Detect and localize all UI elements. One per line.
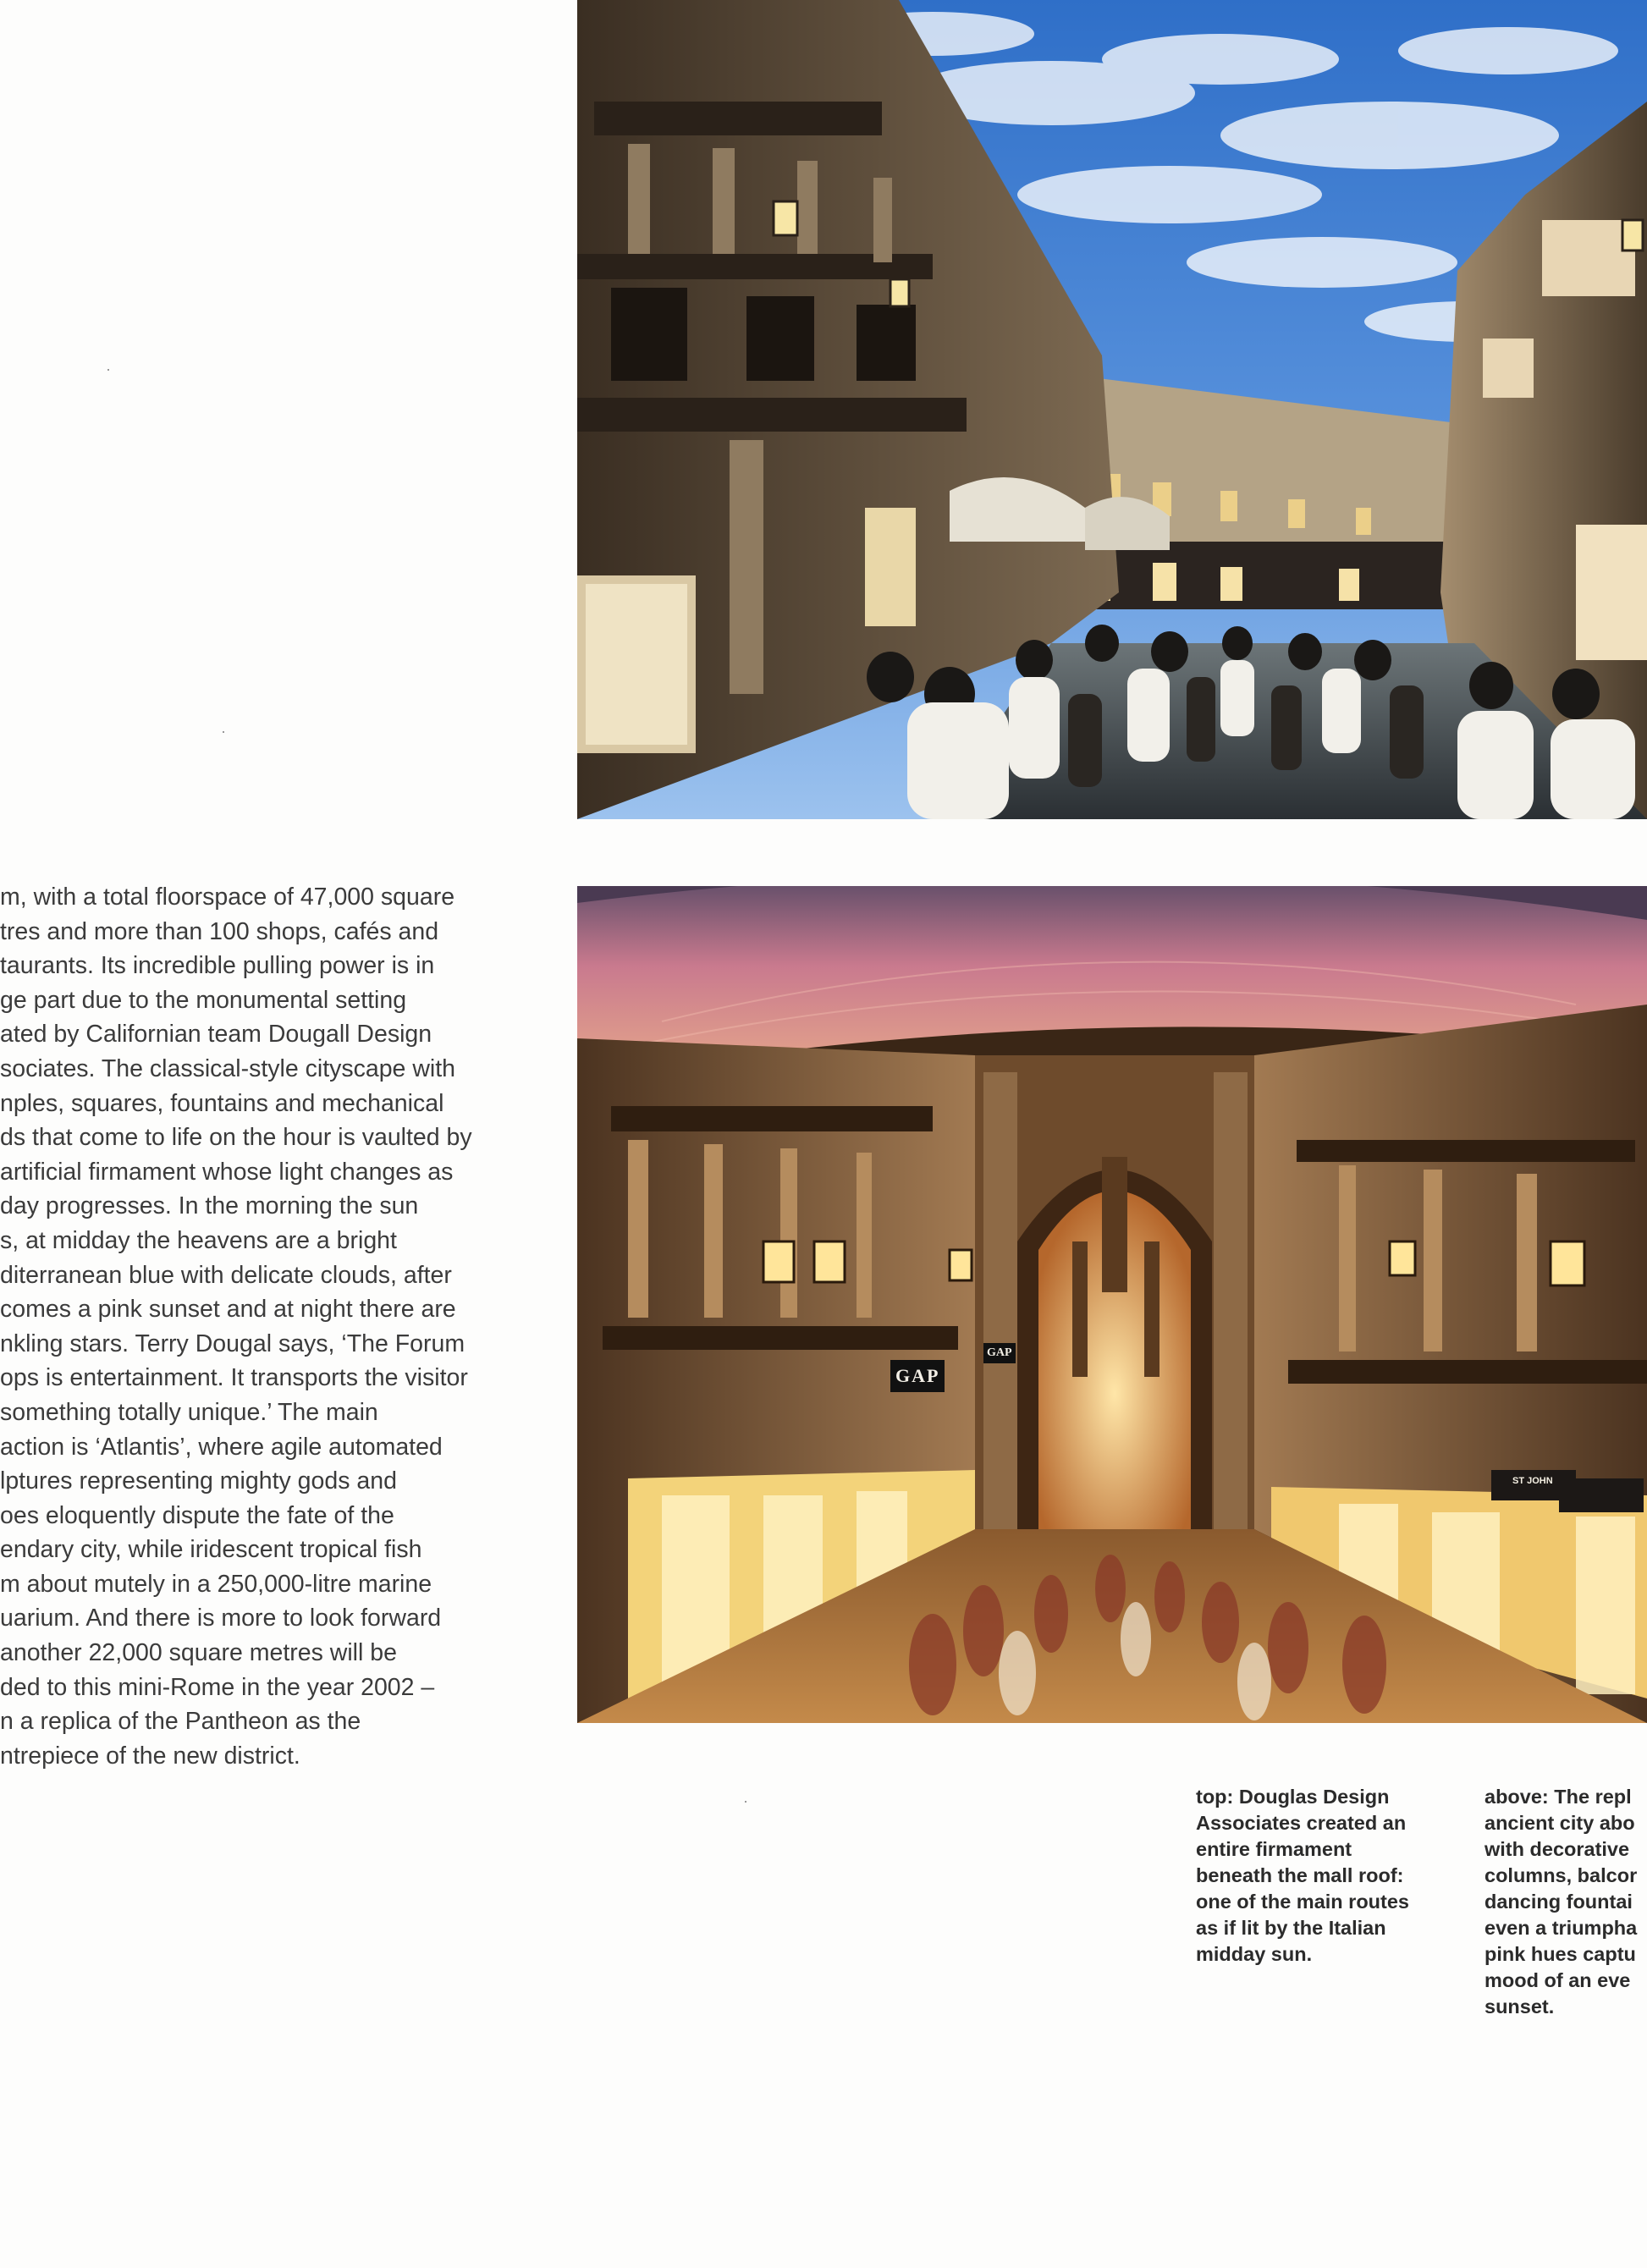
body-line: ntrepiece of the new district. [0, 1742, 300, 1770]
body-line: ated by Californian team Dougall Design [0, 1021, 432, 1049]
body-line: nkling stars. Terry Dougal says, ‘The Forum [0, 1329, 465, 1357]
body-line: m, with a total floorspace of 47,000 square [0, 884, 455, 911]
body-line: tres and more than 100 shops, cafés and [0, 917, 439, 945]
caption-line: mood of an eve [1485, 1969, 1631, 1991]
photo-sunset-illustration [577, 886, 1647, 1723]
caption-line: above: The repl [1485, 1786, 1632, 1808]
caption-line: dancing fountai [1485, 1891, 1633, 1913]
body-line: ded to this mini-Rome in the year 2002 – [0, 1673, 435, 1701]
caption-line: midday sun. [1196, 1943, 1313, 1965]
store-sign-gap-left: GAP [890, 1360, 945, 1392]
body-line: m about mutely in a 250,000-litre marine [0, 1570, 432, 1598]
caption-line: as if lit by the Italian [1196, 1917, 1386, 1939]
body-line: lptures representing mighty gods and [0, 1467, 397, 1495]
caption-line: beneath the mall roof: [1196, 1864, 1404, 1886]
body-line: nples, squares, fountains and mechanical [0, 1089, 444, 1117]
caption-line: Associates created an [1196, 1812, 1407, 1834]
body-line: oes eloquently dispute the fate of the [0, 1501, 394, 1529]
article-body-text [0, 880, 508, 1773]
caption-line: one of the main routes [1196, 1891, 1409, 1913]
store-sign-st-john: ST JOHN [1512, 1476, 1553, 1486]
photo-daytime-mall-street [577, 0, 1647, 819]
body-line: s, at midday the heavens are a bright [0, 1226, 397, 1254]
body-line: comes a pink sunset and at night there are [0, 1296, 456, 1324]
body-line: day progresses. In the morning the sun [0, 1192, 419, 1220]
caption-line: columns, balcor [1485, 1864, 1638, 1886]
body-line: uarium. And there is more to look forward [0, 1605, 442, 1632]
body-line: ge part due to the monumental setting [0, 986, 407, 1014]
body-line: artificial firmament whose light changes as [0, 1158, 454, 1186]
body-line: endary city, while iridescent tropical fish [0, 1536, 422, 1564]
body-line: taurants. Its incredible pulling power is in [0, 952, 435, 980]
caption-line: even a triumpha [1485, 1917, 1638, 1939]
caption-line: sunset. [1485, 1996, 1555, 2018]
caption-top-photo [1196, 1784, 1450, 1968]
caption-above-photo [1485, 1784, 1647, 2020]
body-line: ds that come to life on the hour is vaulted by [0, 1124, 472, 1152]
paper-speck [223, 731, 224, 733]
photo-daytime-illustration [577, 0, 1647, 819]
caption-line: ancient city abo [1485, 1812, 1635, 1834]
body-line: something totally unique.’ The main [0, 1398, 378, 1426]
paper-speck [745, 1801, 746, 1803]
caption-line: with decorative [1485, 1838, 1630, 1860]
body-line: ops is entertainment. It transports the visitor [0, 1364, 468, 1392]
body-line: sociates. The classical-style cityscape with [0, 1054, 456, 1082]
body-line: action is ‘Atlantis’, where agile automated [0, 1433, 443, 1461]
photo-sunset-arcade [577, 886, 1647, 1723]
caption-line: pink hues captu [1485, 1943, 1636, 1965]
body-line: n a replica of the Pantheon as the [0, 1708, 361, 1736]
paper-speck [107, 369, 109, 371]
body-line: diterranean blue with delicate clouds, after [0, 1261, 452, 1289]
caption-line: top: Douglas Design [1196, 1786, 1390, 1808]
caption-line: entire firmament [1196, 1838, 1352, 1860]
store-sign-gap-right: GAP [983, 1343, 1016, 1363]
body-line: another 22,000 square metres will be [0, 1639, 397, 1667]
